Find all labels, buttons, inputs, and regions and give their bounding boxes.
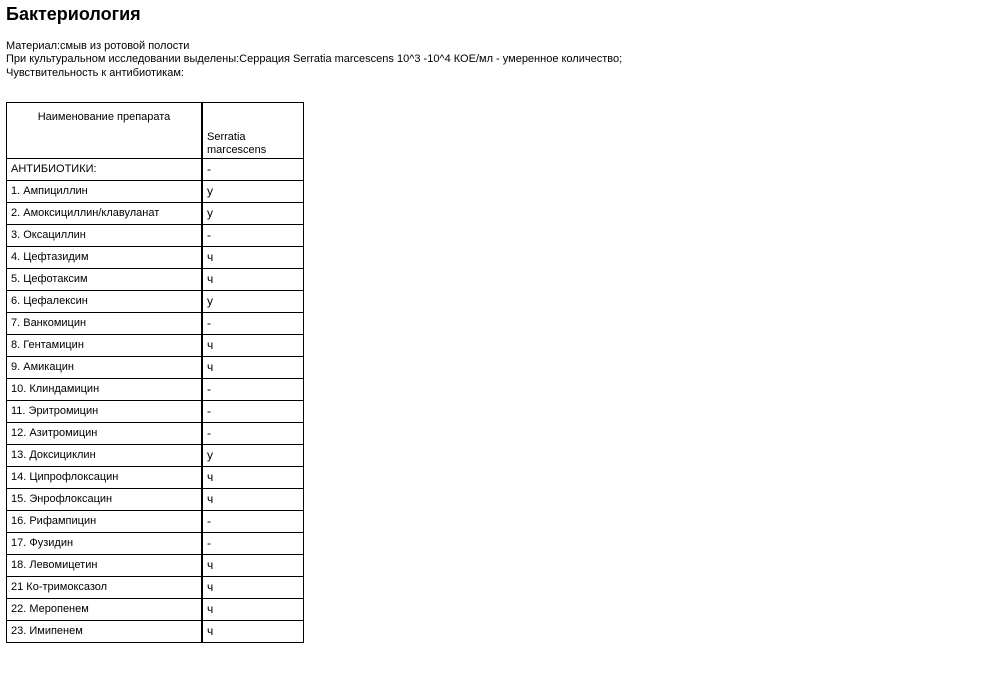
sensitivity-value-cell: ч bbox=[202, 577, 304, 599]
table-row bbox=[7, 621, 304, 643]
drug-name-cell: 12. Азитромицин bbox=[7, 423, 203, 445]
table-row bbox=[7, 181, 304, 203]
sensitivity-value-cell: - bbox=[202, 379, 304, 401]
drug-name-cell: 23. Имипенем bbox=[7, 621, 203, 643]
page-title: Бактериология bbox=[6, 4, 141, 24]
drug-name-cell: 10. Клиндамицин bbox=[7, 379, 203, 401]
sensitivity-value-cell: ч bbox=[202, 467, 304, 489]
drug-name-cell: 7. Ванкомицин bbox=[7, 313, 203, 335]
drug-name-cell: 4. Цефтазидим bbox=[7, 247, 203, 269]
table-row bbox=[7, 357, 304, 379]
sensitivity-value-cell: - bbox=[202, 159, 304, 181]
sensitivity-value-cell: у bbox=[202, 203, 304, 225]
sensitivity-value-cell: у bbox=[202, 445, 304, 467]
table-row bbox=[7, 269, 304, 291]
table-row bbox=[7, 379, 304, 401]
sensitivity-value-cell: ч bbox=[202, 489, 304, 511]
sensitivity-value-cell: у bbox=[202, 291, 304, 313]
table-row bbox=[7, 423, 304, 445]
sensitivity-value-cell: - bbox=[202, 511, 304, 533]
sensitivity-table bbox=[6, 102, 304, 643]
sensitivity-value-cell: у bbox=[202, 181, 304, 203]
table-row bbox=[7, 335, 304, 357]
drug-column-header: Наименование препарата bbox=[7, 103, 203, 159]
table-row bbox=[7, 489, 304, 511]
drug-name-cell: 5. Цефотаксим bbox=[7, 269, 203, 291]
table-row bbox=[7, 511, 304, 533]
table-row bbox=[7, 247, 304, 269]
sensitivity-value-cell: - bbox=[202, 423, 304, 445]
drug-name-cell: 18. Левомицетин bbox=[7, 555, 203, 577]
sensitivity-value-cell: ч bbox=[202, 357, 304, 379]
drug-name-cell: 15. Энрофлоксацин bbox=[7, 489, 203, 511]
culture-line: При культуральном исследовании выделены:Серрация Serratia marcescens 10^3 -10^4 КОЕ/мл - умеренное количество; bbox=[6, 53, 623, 66]
drug-name-cell: 22. Меропенем bbox=[7, 599, 203, 621]
sensitivity-value-cell: ч bbox=[202, 555, 304, 577]
drug-name-cell: 3. Оксациллин bbox=[7, 225, 203, 247]
drug-name-cell: 9. Амикацин bbox=[7, 357, 203, 379]
drug-name-cell: 1. Ампициллин bbox=[7, 181, 203, 203]
drug-name-cell: 8. Гентамицин bbox=[7, 335, 203, 357]
table-row bbox=[7, 445, 304, 467]
report-info bbox=[6, 40, 686, 80]
drug-name-cell: 21 Ко-тримоксазол bbox=[7, 577, 203, 599]
drug-name-cell: 14. Ципрофлоксацин bbox=[7, 467, 203, 489]
sensitivity-value-cell: ч bbox=[202, 269, 304, 291]
table-row bbox=[7, 533, 304, 555]
table-row bbox=[7, 555, 304, 577]
organism-column-header: Serratia marcescens bbox=[202, 103, 304, 159]
drug-name-cell: 2. Амоксициллин/клавуланат bbox=[7, 203, 203, 225]
drug-name-cell: 13. Доксициклин bbox=[7, 445, 203, 467]
table-row bbox=[7, 291, 304, 313]
table-row bbox=[7, 599, 304, 621]
drug-name-cell: АНТИБИОТИКИ: bbox=[7, 159, 203, 181]
table-header-row bbox=[7, 103, 304, 159]
sensitivity-value-cell: ч bbox=[202, 335, 304, 357]
table-row bbox=[7, 467, 304, 489]
sensitivity-value-cell: ч bbox=[202, 247, 304, 269]
table-row bbox=[7, 159, 304, 181]
sensitivity-label: Чувствительность к антибиотикам: bbox=[6, 66, 184, 79]
table-row bbox=[7, 203, 304, 225]
drug-name-cell: 11. Эритромицин bbox=[7, 401, 203, 423]
material-line: Материал:смыв из ротовой полости bbox=[6, 40, 190, 52]
sensitivity-value-cell: - bbox=[202, 313, 304, 335]
sensitivity-value-cell: - bbox=[202, 401, 304, 423]
drug-name-cell: 17. Фузидин bbox=[7, 533, 203, 555]
table-row bbox=[7, 401, 304, 423]
sensitivity-value-cell: ч bbox=[202, 599, 304, 621]
drug-name-cell: 6. Цефалексин bbox=[7, 291, 203, 313]
table-row bbox=[7, 225, 304, 247]
sensitivity-value-cell: - bbox=[202, 225, 304, 247]
table-body bbox=[7, 159, 304, 643]
table-row bbox=[7, 313, 304, 335]
drug-name-cell: 16. Рифампицин bbox=[7, 511, 203, 533]
table-row bbox=[7, 577, 304, 599]
sensitivity-value-cell: - bbox=[202, 533, 304, 555]
sensitivity-value-cell: ч bbox=[202, 621, 304, 643]
